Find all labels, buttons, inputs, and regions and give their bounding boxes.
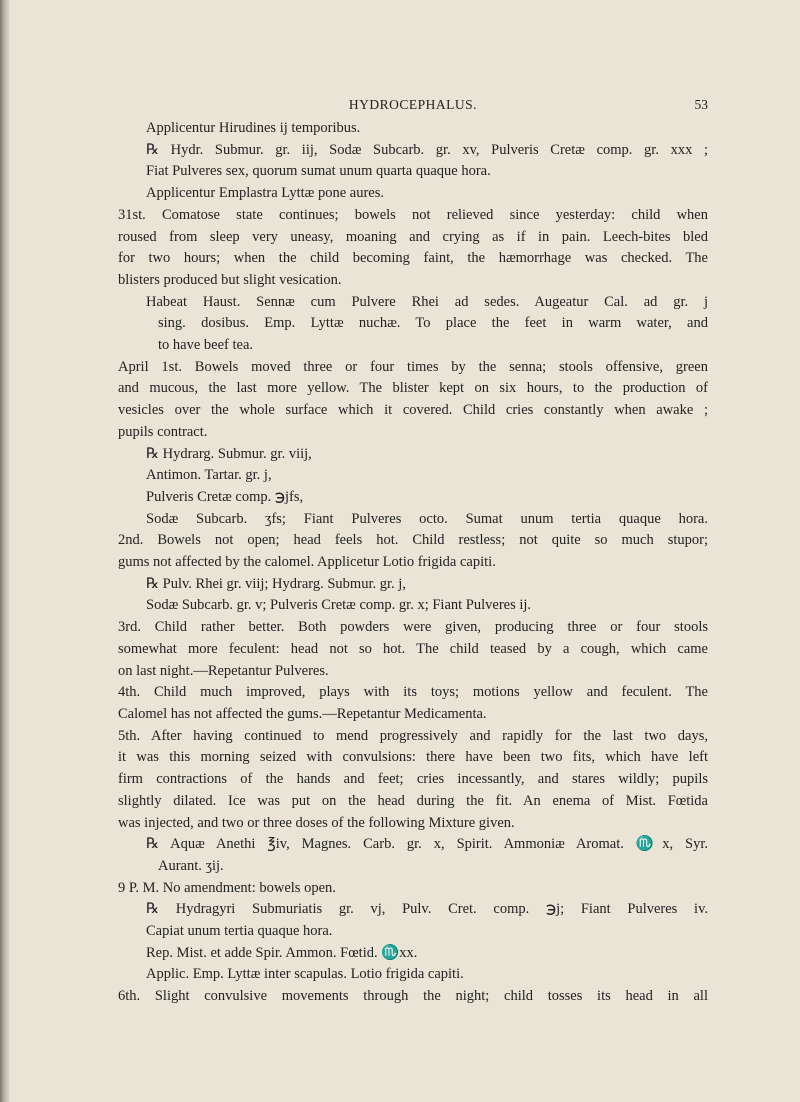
text-line: Applicentur Emplastra Lyttæ pone aures. [146,185,384,202]
text-line: 2nd. Bowels not open; head feels hot. Child restless; not quite so much stupor; [118,532,708,549]
page-number: 53 [694,97,708,112]
text-line: Sodæ Subcarb. ʒfs; Fiant Pulveres octo. Sumat unum tertia quaque hora. [146,510,708,527]
text-line: gums not affected by the calomel. Applicetur Lotio frigida capiti. [118,554,496,571]
text-line: ℞ Hydragyri Submuriatis gr. vj, Pulv. Cret. comp. ℈j; Fiant Pulveres iv. [146,901,708,918]
text-line: 9 P. M. No amendment: bowels open. [118,879,336,896]
text-line: Sodæ Subcarb. gr. v; Pulveris Cretæ comp. gr. x; Fiant Pulveres ij. [146,597,532,614]
text-line: firm contractions of the hands and feet; cries incessantly, and stares wildly; pupils [118,771,708,788]
text-line: to have beef tea. [158,337,254,354]
text-line: Pulveris Cretæ comp. ℈jfs, [146,488,304,505]
text-line: sing. dosibus. Emp. Lyttæ nuchæ. To place the feet in warm water, and [158,315,708,332]
book-spine-shadow [0,0,10,1102]
text-line: vesicles over the whole surface which it covered. Child cries constantly when awake ; [118,402,708,419]
text-line: ℞ Pulv. Rhei gr. viij; Hydrarg. Submur. gr. j, [146,575,406,592]
text-line: ℞ Hydr. Submur. gr. iij, Sodæ Subcarb. gr. xv, Pulveris Cretæ comp. gr. xxx ; [146,141,708,158]
text-line: Capiat unum tertia quaque hora. [146,923,333,940]
text-line: Habeat Haust. Sennæ cum Pulvere Rhei ad sedes. Augeatur Cal. ad gr. j [146,293,708,310]
text-line: it was this morning seized with convulsions: there have been two fits, which have left [118,749,708,766]
text-line: 4th. Child much improved, plays with its toys; motions yellow and feculent. The [118,684,708,701]
running-title: HYDROCEPHALUS. [348,97,478,112]
text-line: on last night.—Repetantur Pulveres. [118,662,329,679]
text-line: somewhat more feculent: head not so hot. The child teased by a cough, which came [118,640,708,657]
book-page [118,94,708,1008]
text-line: April 1st. Bowels moved three or four times by the senna; stools offensive, green [118,358,708,375]
text-line: Applic. Emp. Lyttæ inter scapulas. Lotio frigida capiti. [146,966,464,983]
text-line: was injected, and two or three doses of the following Mixture given. [118,814,515,831]
text-line: Antimon. Tartar. gr. j, [146,467,272,484]
text-line: ℞ Hydrarg. Submur. gr. viij, [146,445,312,462]
body-text [118,118,708,1008]
text-line: ℞ Aquæ Anethi ℥iv, Magnes. Carb. gr. x, Spirit. Ammoniæ Aromat. ♏x, Syr. [146,836,708,853]
text-line: pupils contract. [118,423,208,440]
text-line: blisters produced but slight vesication. [118,271,342,288]
text-line: roused from sleep very uneasy, moaning and crying as if in pain. Leech-bites bled [118,228,708,245]
running-header [118,94,708,118]
text-line: and mucous, the last more yellow. The blister kept on six hours, to the production of [118,380,708,397]
text-line: 31st. Comatose state continues; bowels not relieved since yesterday: child when [118,206,708,223]
text-line: Fiat Pulveres sex, quorum sumat unum quarta quaque hora. [146,163,491,180]
text-line: Aurant. ʒij. [158,857,224,874]
text-line: 3rd. Child rather better. Both powders were given, producing three or four stools [118,619,708,636]
text-line: 5th. After having continued to mend progressively and rapidly for the last two days, [118,727,708,744]
text-line: Rep. Mist. et adde Spir. Ammon. Fœtid. ♏xx. [146,944,418,961]
text-line: 6th. Slight convulsive movements through the night; child tosses its head in all [118,988,708,1005]
text-line: slightly dilated. Ice was put on the head during the fit. An enema of Mist. Fœtida [118,792,708,809]
text-line: Calomel has not affected the gums.—Repetantur Medicamenta. [118,705,487,722]
text-line: Applicentur Hirudines ij temporibus. [146,120,361,136]
text-line: for two hours; when the child becoming faint, the hæmorrhage was checked. The [118,250,708,267]
